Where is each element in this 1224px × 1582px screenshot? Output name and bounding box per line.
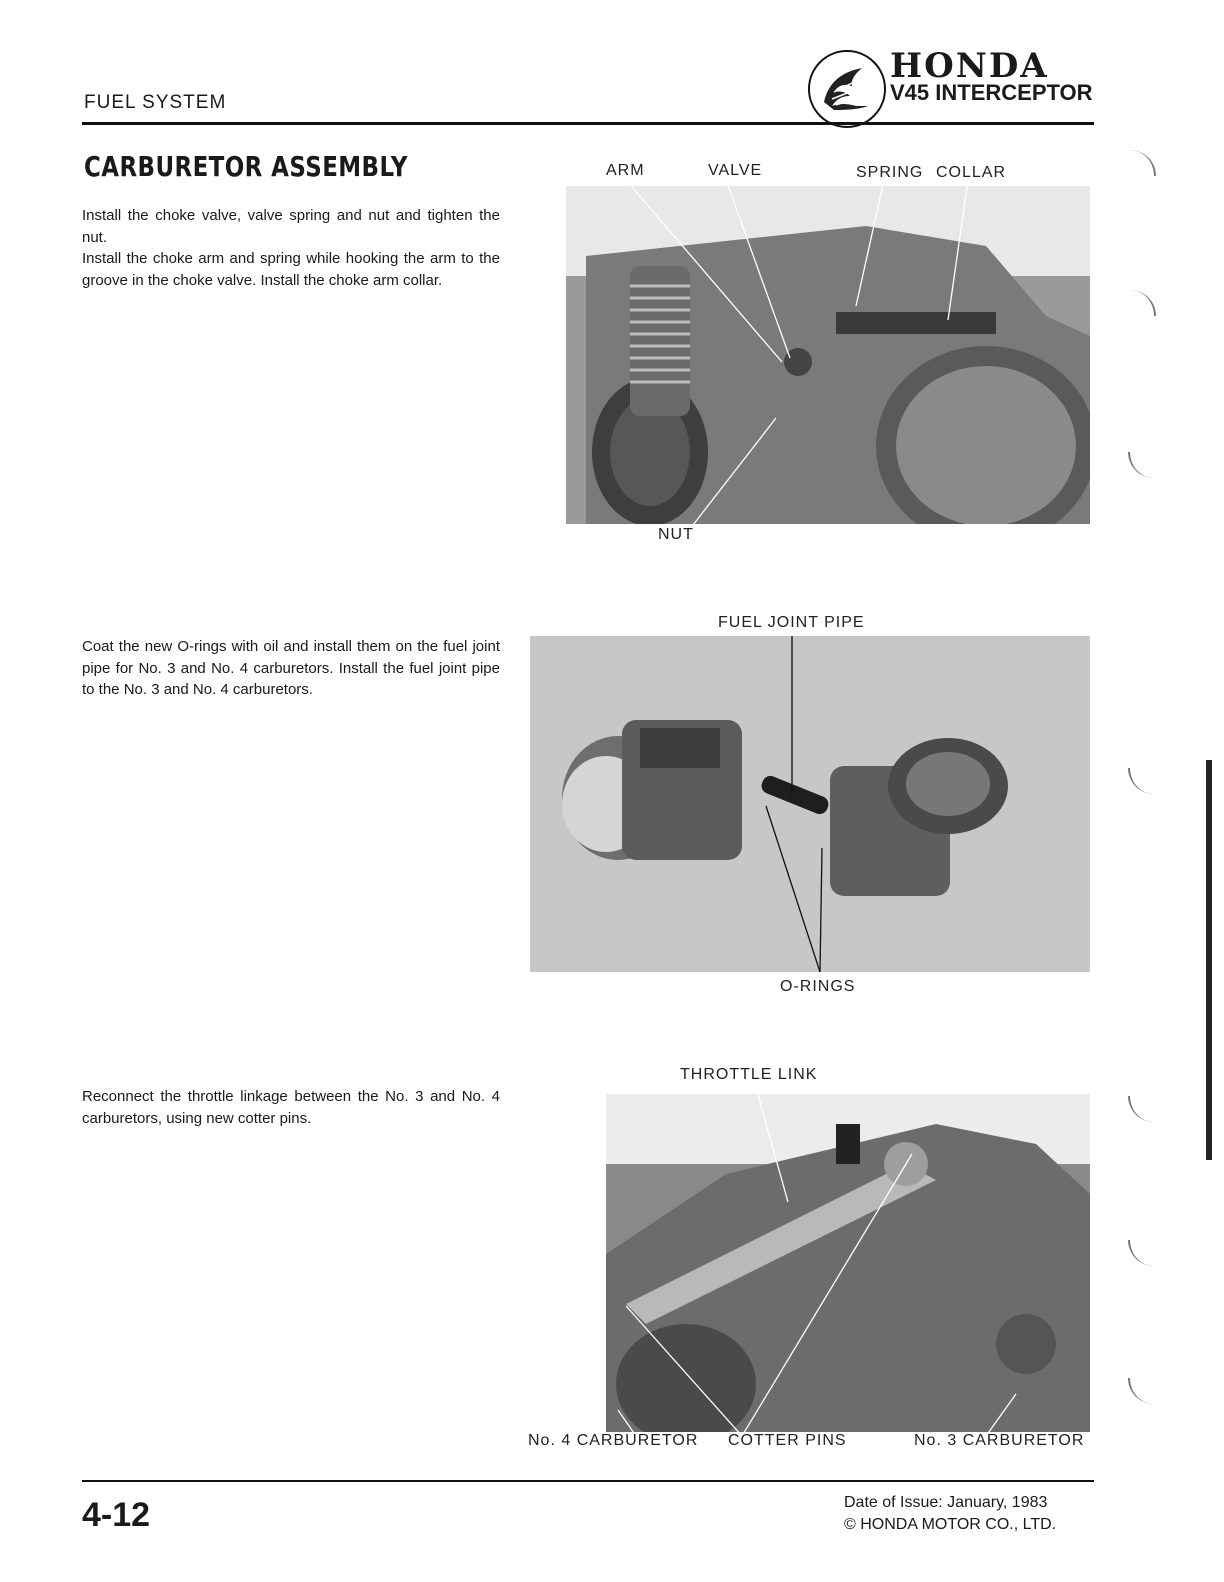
step-1-text [82,205,500,291]
callout-o-rings: O-RINGS [780,978,856,995]
callout-no3-carburetor: No. 3 CARBURETOR [914,1432,1085,1449]
callout-cotter-pins: COTTER PINS [728,1432,847,1449]
header-rule [82,122,1094,125]
fuel-joint-pipe-photo [530,636,1090,972]
copyright: © HONDA MOTOR CO., LTD. [844,1516,1057,1533]
callout-throttle-link: THROTTLE LINK [680,1066,818,1083]
edge-tab-mark [1128,1096,1156,1122]
brand-name: HONDA [890,46,1049,86]
footer-rule [82,1480,1094,1482]
honda-wing-logo-icon [808,50,886,128]
edge-tab-mark [1128,290,1156,316]
step-3-text [82,1086,500,1129]
step-1-paragraph-1: Install the choke valve, valve spring and nut and tighten the nut. [82,207,500,246]
edge-tab-mark [1128,452,1156,478]
edge-tab-mark [1128,768,1156,794]
step-1-paragraph-2: Install the choke arm and spring while hooking the arm to the groove in the choke valve. Install the choke arm collar. [82,250,500,289]
step-2-paragraph-1: Coat the new O-rings with oil and install them on the fuel joint pipe for No. 3 and No. 4 carburetors. Install the fuel joint pipe to the No. 3 and No. 4 carburetors. [82,638,500,698]
edge-tab-mark [1128,1378,1156,1404]
edge-tab-mark [1128,150,1156,176]
callout-no4-carburetor: No. 4 CARBURETOR [528,1432,699,1449]
page-title: CARBURETOR ASSEMBLY [84,150,408,183]
callout-fuel-joint-pipe: FUEL JOINT PIPE [718,614,865,631]
page-number: 4-12 [82,1496,151,1534]
callout-collar: COLLAR [936,164,1007,181]
issue-info [844,1492,1056,1536]
edge-binding-bar [1206,760,1212,1160]
edge-tab-mark [1128,1240,1156,1266]
callout-valve: VALVE [708,162,763,179]
date-of-issue: Date of Issue: January, 1983 [844,1494,1048,1511]
step-2-text [82,636,500,701]
section-label: FUEL SYSTEM [84,92,227,113]
callout-spring: SPRING [856,164,924,181]
model-name: V45 INTERCEPTOR [890,80,1093,105]
throttle-link-photo [606,1094,1090,1432]
callout-arm: ARM [606,162,645,179]
choke-valve-photo [566,186,1090,524]
step-3-paragraph-1: Reconnect the throttle linkage between the No. 3 and No. 4 carburetors, using new cotter pins. [82,1088,500,1127]
callout-nut: NUT [658,526,694,543]
